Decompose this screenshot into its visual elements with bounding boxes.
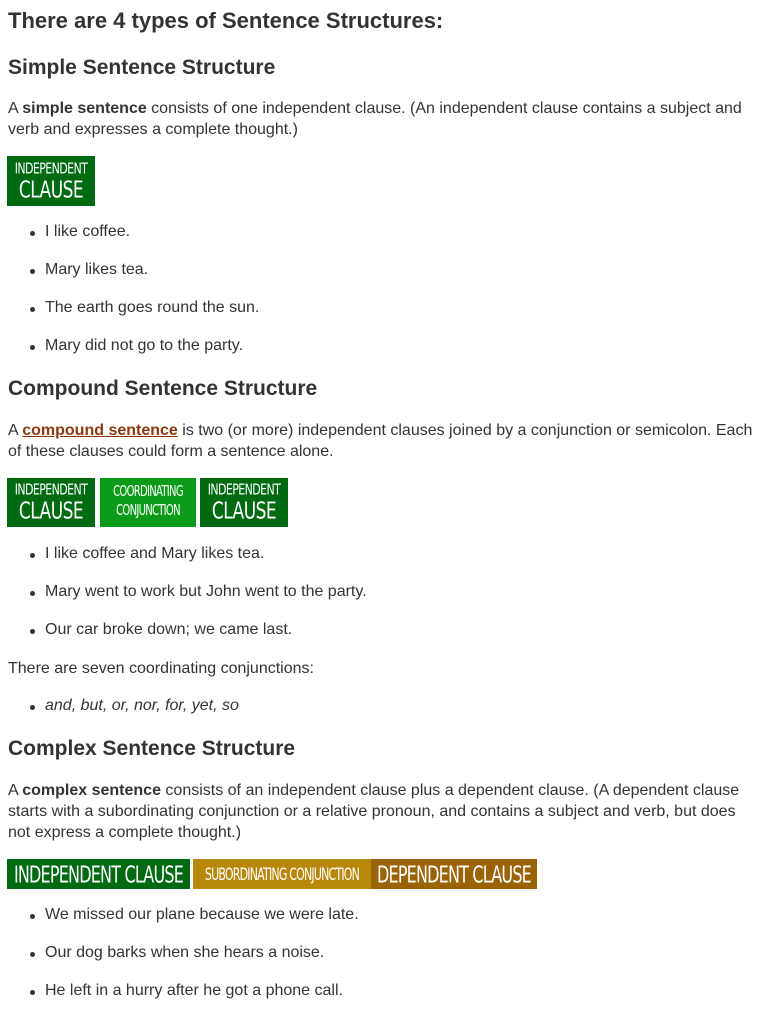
complex-heading: Complex Sentence Structure (8, 737, 296, 760)
list-item: Our car broke down; we came last. (45, 621, 293, 638)
conjunctions-intro: There are seven coordinating conjunctions: (8, 660, 314, 677)
complex-term: complex sentence (22, 782, 161, 799)
simple-heading: Simple Sentence Structure (8, 56, 276, 79)
subordinating-conjunction-block: SUBORDINATING CONJUNCTION (193, 859, 371, 889)
compound-sentence-link[interactable]: compound sentence (22, 422, 178, 439)
list-item: The earth goes round the sun. (45, 299, 260, 316)
independent-clause-block: INDEPENDENT CLAUSE (7, 156, 95, 206)
dependent-clause-block: DEPENDENT CLAUSE (371, 859, 537, 889)
coordinating-conjunction-block: COORDINATING CONJUNCTION (100, 478, 196, 527)
list-item: Our dog barks when she hears a noise. (45, 944, 325, 961)
list-item: I like coffee. (45, 223, 131, 240)
compound-description: A compound sentence is two (or more) independent clauses joined by a conjunction or semicolon. Each of these clauses could form a sentence alone. (8, 422, 753, 460)
independent-clause-block: INDEPENDENT CLAUSE (7, 859, 190, 889)
list-item: He left in a hurry after he got a phone call. (45, 982, 343, 999)
simple-description: A simple sentence consists of one independent clause. (An independent clause contains a subject and verb and expresses a complete thought.) (8, 100, 742, 138)
page-title: There are 4 types of Sentence Structures: (8, 8, 444, 33)
complex-description: A complex sentence consists of an independent clause plus a dependent clause. (A dependent clause starts with a subordinating conjunction or a relative pronoun, and contains a subject and verb, but does not express a complete thought.) (8, 782, 740, 841)
compound-heading: Compound Sentence Structure (8, 377, 318, 400)
independent-clause-block: INDEPENDENT CLAUSE (7, 478, 95, 527)
independent-clause-block: INDEPENDENT CLAUSE (200, 478, 288, 527)
list-item: I like coffee and Mary likes tea. (45, 545, 265, 562)
simple-term: simple sentence (22, 100, 147, 117)
list-item: Mary likes tea. (45, 261, 149, 278)
conjunctions-list-item: and, but, or, nor, for, yet, so (45, 697, 239, 714)
list-item: We missed our plane because we were late. (45, 906, 359, 923)
list-item: Mary went to work but John went to the party. (45, 583, 367, 600)
list-item: Mary did not go to the party. (45, 337, 244, 354)
